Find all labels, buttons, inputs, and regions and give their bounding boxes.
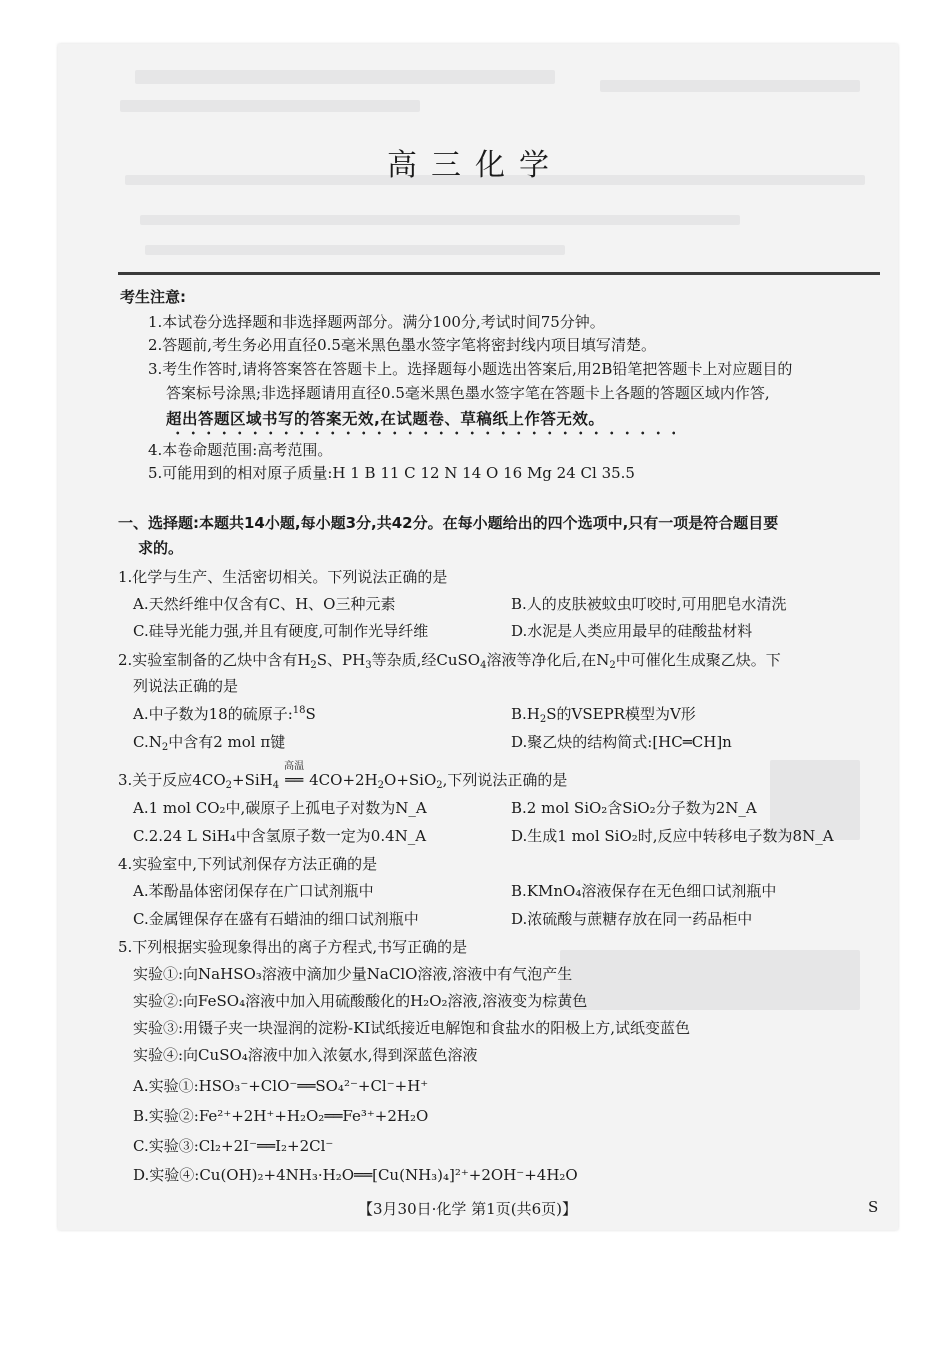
- q2-stem-part: 2.实验室制备的乙炔中含有H: [118, 651, 311, 669]
- question-2-option-a: [133, 703, 316, 724]
- bleed-through-text: [135, 70, 555, 84]
- question-5-option-a: A.实验①:HSO₃⁻+ClO⁻══SO₄²⁻+Cl⁻+H⁺: [133, 1077, 429, 1095]
- page-footer: 【3月30日·化学 第1页(共6页)】: [358, 1200, 577, 1218]
- question-5-stem: 5.下列根据实验现象得出的离子方程式,书写正确的是: [118, 938, 468, 956]
- experiment-4: 实验④:向CuSO₄溶液中加入浓氨水,得到深蓝色溶液: [133, 1046, 478, 1064]
- question-2-option-b: $B.H_2S$的VSEPR模型为V形: [511, 705, 696, 725]
- notice-item-3-line-2: 答案标号涂黑;非选择题请用直径0.5毫米黑色墨水签字笔在答题卡上各题的答题区域内作答,: [166, 384, 770, 402]
- section-heading-line-1: 一、选择题:本题共14小题,每小题3分,共42分。在每小题给出的四个选项中,只有一项是符合题目要: [118, 514, 779, 532]
- question-1-option-a: A.天然纤维中仅含有C、H、O三种元素: [133, 595, 396, 613]
- question-2-stem: 2.实验室制备的乙炔中含有$H_2S$、$PH_3$等杂质,经CuSO$_4$溶液等净化后,在$N_2$中可催化生成聚乙炔。下: [118, 651, 781, 671]
- reaction-condition: 高温: [284, 761, 305, 772]
- notice-item-1: 1.本试卷分选择题和非选择题两部分。满分100分,考试时间75分钟。: [148, 313, 605, 331]
- q2-b-text: S的VSEPR模型为V形: [546, 705, 696, 723]
- question-5-option-c: C.实验③:Cl₂+2I⁻══I₂+2Cl⁻: [133, 1137, 334, 1155]
- page-title: 高三化学: [387, 148, 563, 183]
- question-5-option-b: B.实验②:Fe²⁺+2H⁺+H₂O₂══Fe³⁺+2H₂O: [133, 1107, 429, 1125]
- page-footer-code: S: [868, 1198, 879, 1216]
- q2-a-text: A.中子数为18的硫原子:: [133, 705, 293, 723]
- q2-a-symbol: S: [305, 705, 316, 723]
- notice-heading: 考生注意:: [120, 288, 186, 306]
- section-heading-line-2: 求的。: [138, 539, 184, 557]
- q3-stem-part: O+SiO: [384, 771, 437, 789]
- question-5-option-d: D.实验④:Cu(OH)₂+4NH₃·H₂O══[Cu(NH₃)₄]²⁺+2OH⁻+4H₂O: [133, 1166, 578, 1184]
- q2-a-mass-number: 18: [292, 705, 306, 716]
- question-4-stem: 4.实验室中,下列试剂保存方法正确的是: [118, 855, 378, 873]
- q3-stem-part: 3.关于反应4CO: [118, 771, 226, 789]
- question-4-option-d: D.浓硫酸与蔗糖存放在同一药品柜中: [511, 910, 753, 928]
- question-4-option-b: B.KMnO₄溶液保存在无色细口试剂瓶中: [511, 882, 777, 900]
- bleed-through-text: [120, 100, 420, 112]
- question-4-option-c: C.金属锂保存在盛有石蜡油的细口试剂瓶中: [133, 910, 419, 928]
- notice-item-4: 4.本卷命题范围:高考范围。: [148, 441, 333, 459]
- question-4-option-a: A.苯酚晶体密闭保存在广口试剂瓶中: [133, 882, 374, 900]
- notice-item-3-line-1: 3.考生作答时,请将答案答在答题卡上。选择题每小题选出答案后,用2B铅笔把答题卡上对应题目的: [148, 360, 793, 378]
- question-1-option-c: C.硅导光能力强,并且有硬度,可制作光导纤维: [133, 622, 429, 640]
- q3-stem-part: +SiH: [232, 771, 273, 789]
- q2-b-text: B.H: [511, 705, 540, 723]
- emphasis-dots: [170, 431, 675, 435]
- question-3-option-b: B.2 mol SiO₂含SiO₂分子数为2N_A: [511, 799, 757, 817]
- q2-d-text: D.聚乙炔的结构简式:: [511, 733, 653, 751]
- question-1-option-b: B.人的皮肤被蚊虫叮咬时,可用肥皂水清洗: [511, 595, 787, 613]
- experiment-1: 实验①:向NaHSO₃溶液中滴加少量NaClO溶液,溶液中有气泡产生: [133, 965, 573, 983]
- q2-c-text: C.N: [133, 733, 162, 751]
- question-2-option-c: $C.N_2$中含有2 mol π键: [133, 733, 286, 753]
- question-1-stem: 1.化学与生产、生活密切相关。下列说法正确的是: [118, 568, 448, 586]
- question-3-stem: 3.关于反应$4CO_2+SiH_4$ 高温 ══ $4CO+2H_2O+SiO_2$,下列说法正确的是: [118, 769, 567, 791]
- question-1-option-d: D.水泥是人类应用最早的硅酸盐材料: [511, 622, 753, 640]
- question-3-option-a: A.1 mol CO₂中,碳原子上孤电子对数为N_A: [133, 799, 427, 817]
- notice-item-3-emphasis: 超出答题区域书写的答案无效,在试题卷、草稿纸上作答无效。: [166, 410, 605, 428]
- bleed-through-text: [600, 80, 860, 92]
- q3-stem-part: ,下列说法正确的是: [442, 771, 568, 789]
- experiment-2: 实验②:向FeSO₄溶液中加入用硫酸酸化的H₂O₂溶液,溶液变为棕黄色: [133, 992, 588, 1010]
- bleed-through-text: [140, 215, 740, 225]
- notice-item-2: 2.答题前,考生务必用直径0.5毫米黑色墨水签字笔将密封线内项目填写清楚。: [148, 336, 656, 354]
- q3-stem-part: 4CO+2H: [309, 771, 378, 789]
- question-3-option-c: C.2.24 L SiH₄中含氢原子数一定为0.4N_A: [133, 827, 427, 845]
- question-3-option-d: D.生成1 mol SiO₂时,反应中转移电子数为8N_A: [511, 827, 834, 845]
- question-2-stem-line-2: 列说法正确的是: [133, 677, 239, 695]
- q2-c-text: 中含有2 mol π键: [168, 733, 286, 751]
- q2-stem-part: 等杂质,经CuSO: [371, 651, 481, 669]
- notice-item-5: 5.可能用到的相对原子质量:H 1 B 11 C 12 N 14 O 16 Mg 24 Cl 35.5: [148, 464, 635, 482]
- bleed-through-text: [145, 245, 565, 255]
- q2-d-formula: [HC═CH]n: [652, 733, 732, 751]
- question-2-option-d: [511, 731, 732, 752]
- q2-stem-part: 溶液等净化后,在N: [486, 651, 610, 669]
- q2-stem-part: S、PH: [316, 651, 366, 669]
- q2-stem-part: 中可催化生成聚乙炔。下: [615, 651, 781, 669]
- title-rule: [118, 272, 880, 275]
- experiment-3: 实验③:用镊子夹一块湿润的淀粉-KI试纸接近电解饱和食盐水的阳极上方,试纸变蓝色: [133, 1019, 691, 1037]
- bleed-through-text: [560, 950, 860, 1010]
- reaction-arrow: 高温 ══: [279, 771, 309, 789]
